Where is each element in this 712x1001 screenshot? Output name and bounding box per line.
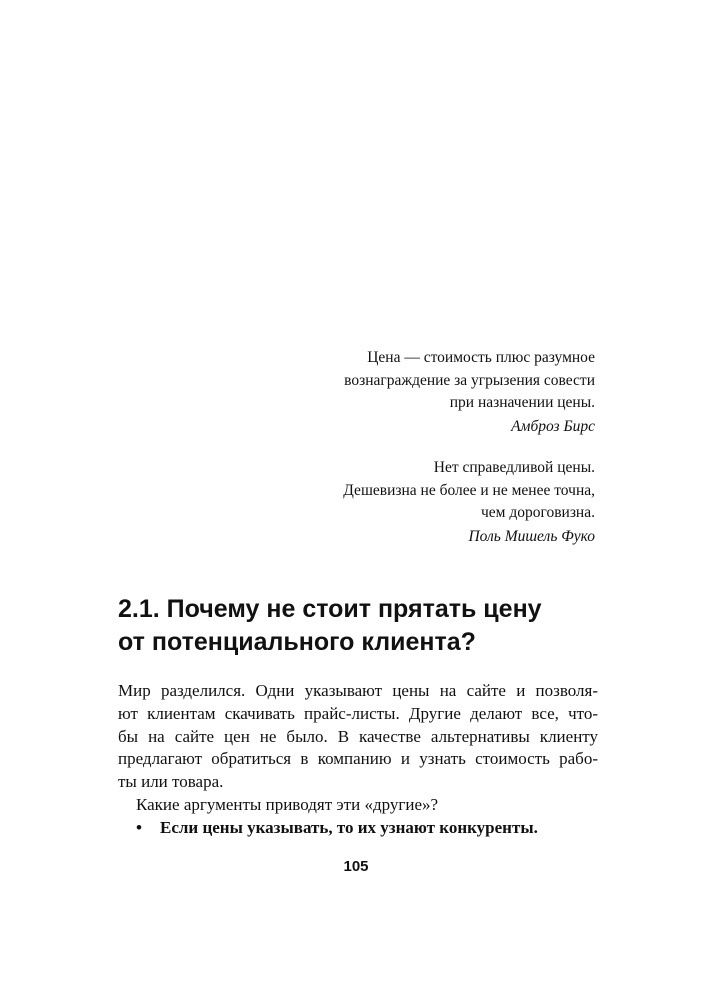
epigraphs bbox=[255, 347, 595, 567]
paragraph-line: Мир разделился. Одни указывают цены на сайте и позволя- bbox=[118, 681, 598, 700]
bullet-text: Если цены указывать, то их узнают конкуренты. bbox=[160, 817, 538, 837]
section-heading bbox=[118, 593, 598, 659]
epigraph-1 bbox=[255, 347, 595, 438]
epigraph-author: Амброз Бирс bbox=[511, 417, 595, 435]
epigraph-line: Дешевизна не более и не менее точна, bbox=[343, 481, 595, 499]
epigraph-line: вознаграждение за угрызения совести bbox=[344, 371, 595, 389]
epigraph-line: чем дороговизна. bbox=[480, 504, 595, 521]
paragraph-line: ты или товара. bbox=[118, 772, 224, 792]
paragraph-line: бы на сайте цен не было. В качестве альтернативы клиенту bbox=[118, 726, 598, 746]
epigraph-line: Цена — стоимость плюс разумное bbox=[367, 349, 595, 366]
section-heading-line: 2.1. Почему не стоит прятать цену bbox=[118, 595, 542, 623]
paragraph-2: Какие аргументы приводят эти «другие»? bbox=[136, 794, 439, 814]
bullet-marker: • bbox=[136, 817, 142, 837]
paragraph-line: ют клиентам скачивать прайс-листы. Другие делают все, что- bbox=[118, 703, 598, 723]
body-text bbox=[118, 680, 598, 840]
epigraph-2 bbox=[255, 457, 595, 548]
section-heading-line: от потенциального клиента? bbox=[118, 628, 476, 656]
page-number: 105 bbox=[343, 858, 369, 875]
paragraph-line: предлагают обратиться в компанию и узнать стоимость рабо- bbox=[118, 749, 598, 769]
epigraph-line: при назначении цены. bbox=[449, 394, 595, 411]
epigraph-line: Нет справедливой цены. bbox=[433, 459, 595, 476]
epigraph-author: Поль Мишель Фуко bbox=[468, 527, 595, 545]
bullet-item bbox=[118, 817, 598, 840]
